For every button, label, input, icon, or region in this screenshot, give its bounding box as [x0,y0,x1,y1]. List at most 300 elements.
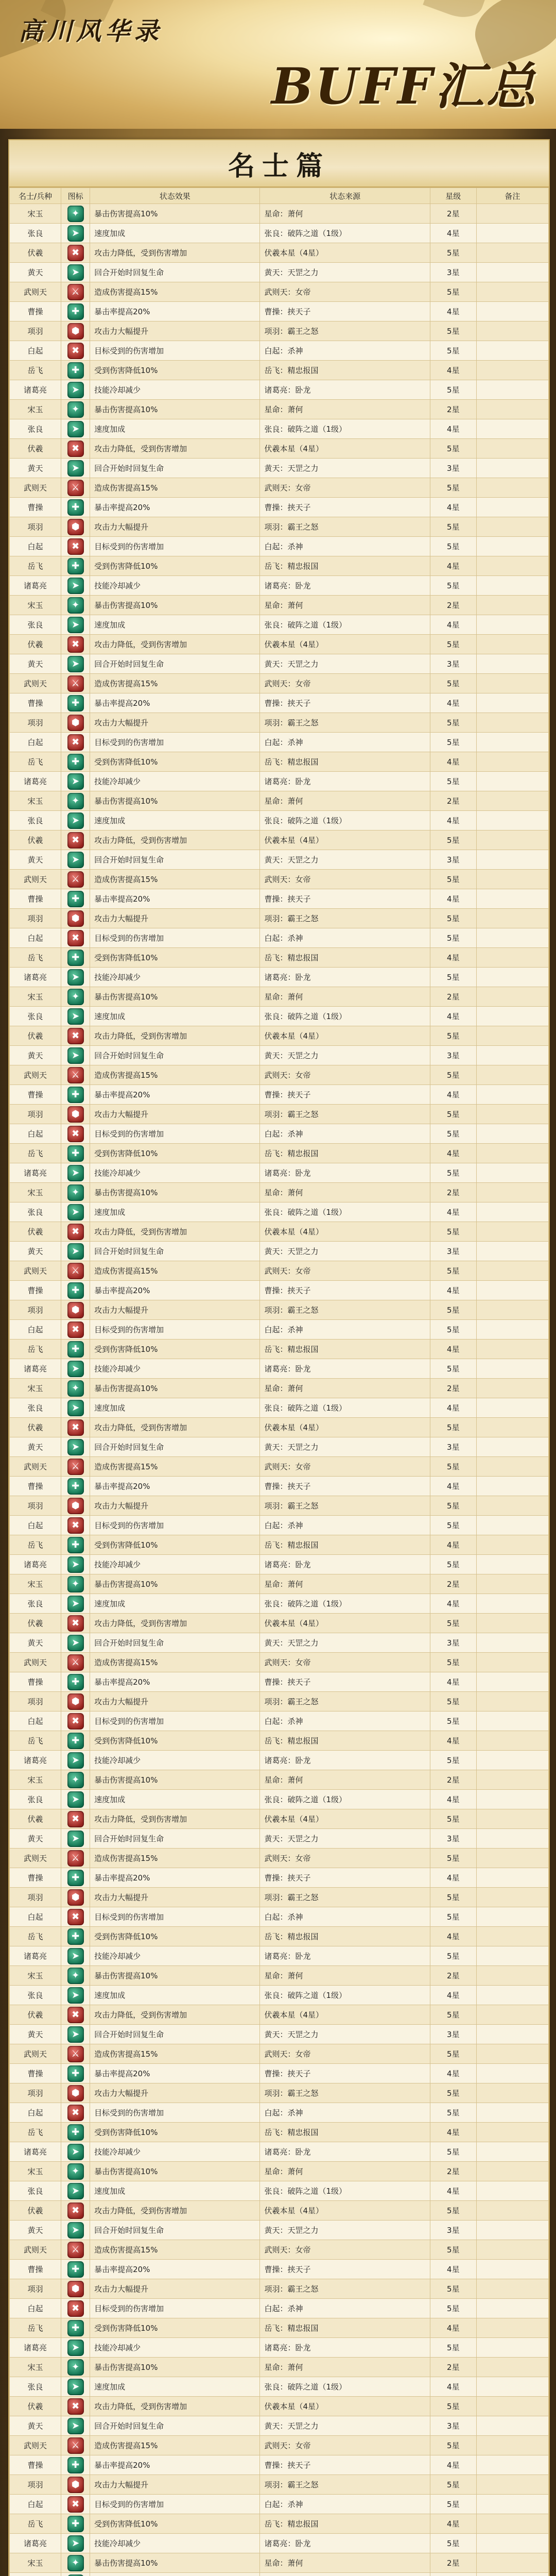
star-level: 5星 [430,909,476,928]
buff-source: 张良：破阵之道（1级） [260,2181,430,2201]
buff-effect: 技能冷却减少 [90,1555,260,1574]
buff-effect: 造成伤害提高15% [90,1261,260,1281]
star-level: 3星 [430,459,476,478]
table-row [10,1222,549,1242]
buff-source: 曹操：挟天子 [260,693,430,713]
buff-icon: ✚ [67,1087,84,1103]
buff-icon-cell [61,1222,90,1242]
buff-effect: 速度加成 [90,2377,260,2397]
hero-banner [0,0,556,129]
table-row [10,1692,549,1711]
buff-source: 武则天：女帝 [260,870,430,889]
buff-effect: 速度加成 [90,1790,260,1809]
note [476,400,548,419]
note [476,2123,548,2142]
unit-name: 武则天 [10,870,61,889]
note [476,380,548,400]
buff-icon: ➤ [67,2379,84,2395]
buff-effect: 暴击率提高20% [90,498,260,517]
buff-source: 黄天：天罡之力 [260,1633,430,1653]
table-row [10,1202,549,1222]
buff-icon: ✖ [67,245,84,261]
table-row [10,2416,549,2436]
buff-source: 诸葛亮：卧龙 [260,576,430,596]
star-level: 5星 [430,713,476,733]
star-level: 3星 [430,654,476,674]
buff-effect: 速度加成 [90,1986,260,2005]
buff-effect: 暴击伤害提高10% [90,400,260,419]
buff-icon-cell [61,1555,90,1574]
buff-icon: ⬢ [67,2085,84,2102]
buff-effect: 回合开始时回复生命 [90,1046,260,1065]
buff-effect: 受到伤害降低10% [90,1340,260,1359]
table-row [10,831,549,850]
note [476,1633,548,1653]
unit-name: 伏羲 [10,1614,61,1633]
buff-source: 武则天：女帝 [260,1457,430,1477]
buff-effect: 目标受到的伤害增加 [90,1516,260,1535]
buff-source: 黄天：天罡之力 [260,1829,430,1849]
note [476,693,548,713]
unit-name: 项羽 [10,1888,61,1907]
buff-effect: 暴击率提高20% [90,693,260,713]
note [476,674,548,693]
note [476,2377,548,2397]
table-header-row [10,188,549,204]
buff-effect: 攻击力降低，受到伤害增加 [90,635,260,654]
note [476,1986,548,2005]
buff-icon-cell [61,811,90,831]
buff-icon-cell [61,517,90,537]
unit-name: 伏羲 [10,1418,61,1437]
buff-icon: ✖ [67,1713,84,1730]
buff-icon-cell [61,1398,90,1418]
buff-effect: 暴击伤害提高10% [90,596,260,615]
buff-icon: ⬢ [67,1889,84,1906]
note [476,870,548,889]
buff-source: 武则天：女帝 [260,2436,430,2455]
star-level: 5星 [430,1300,476,1320]
buff-source: 项羽：霸王之怒 [260,2475,430,2495]
unit-name: 黄天 [10,2221,61,2240]
buff-icon: ➤ [67,1596,84,1612]
note [476,302,548,321]
star-level: 5星 [430,1105,476,1124]
note [476,1907,548,1927]
star-level: 5星 [430,1888,476,1907]
buff-effect: 技能冷却减少 [90,1946,260,1966]
table-row [10,2005,549,2025]
unit-name: 白起 [10,1516,61,1535]
buff-icon-cell [61,772,90,791]
buff-icon-cell [61,1692,90,1711]
star-level: 4星 [430,1731,476,1751]
note [476,752,548,772]
buff-icon: ✖ [67,2398,84,2415]
buff-icon: ⬢ [67,910,84,927]
star-level: 4星 [430,2064,476,2083]
note [476,2240,548,2260]
column-header: 图标 [61,188,90,204]
star-level: 5星 [430,2044,476,2064]
table-row [10,1614,549,1633]
star-level: 5星 [430,2279,476,2299]
buff-source: 曹操：挟天子 [260,2455,430,2475]
buff-icon-cell [61,341,90,361]
table-row [10,928,549,948]
unit-name: 曹操 [10,1477,61,1496]
buff-source: 武则天：女帝 [260,478,430,498]
unit-name: 项羽 [10,1300,61,1320]
unit-name: 黄天 [10,2416,61,2436]
unit-name: 宋玉 [10,1966,61,1986]
note [476,224,548,243]
buff-source: 岳飞：精忠报国 [260,752,430,772]
buff-icon-cell [61,2142,90,2162]
star-level: 3星 [430,1829,476,1849]
buff-effect: 暴击率提高20% [90,2260,260,2279]
buff-source: 黄天：天罡之力 [260,654,430,674]
buff-source: 曹操：挟天子 [260,2064,430,2083]
buff-icon: ➤ [67,2535,84,2552]
table-row [10,2573,549,2576]
note [476,733,548,752]
unit-name: 白起 [10,733,61,752]
unit-name: 黄天 [10,1829,61,1849]
buff-effect: 速度加成 [90,1007,260,1026]
table-row [10,341,549,361]
buff-icon: ✚ [67,1870,84,1886]
star-level: 4星 [430,1594,476,1614]
buff-source: 白起：杀神 [260,1711,430,1731]
note [476,1437,548,1457]
unit-name: 武则天 [10,1261,61,1281]
buff-effect: 目标受到的伤害增加 [90,537,260,556]
note [476,282,548,302]
star-level: 5星 [430,1849,476,1868]
buff-icon: ➤ [67,1635,84,1651]
note [476,2573,548,2576]
note [476,1398,548,1418]
buff-source: 项羽：霸王之怒 [260,517,430,537]
unit-name: 宋玉 [10,204,61,224]
buff-icon: ⬢ [67,1693,84,1710]
unit-name: 张良 [10,1594,61,1614]
note [476,1535,548,1555]
table-row [10,2142,549,2162]
buff-icon: ➤ [67,1831,84,1847]
star-level: 5星 [430,2397,476,2416]
buff-effect: 速度加成 [90,224,260,243]
star-level: 4星 [430,1202,476,1222]
star-level: 2星 [430,1770,476,1790]
buff-icon: ➤ [67,460,84,477]
buff-effect: 目标受到的伤害增加 [90,2299,260,2318]
page-title: BUFF汇总 [271,57,537,115]
buff-effect: 目标受到的伤害增加 [90,2103,260,2123]
buff-effect: 造成伤害提高15% [90,674,260,693]
note [476,537,548,556]
note [476,459,548,478]
buff-icon-cell [61,1437,90,1457]
unit-name: 张良 [10,1790,61,1809]
buff-icon-cell [61,1849,90,1868]
unit-name: 宋玉 [10,596,61,615]
buff-icon: ✦ [67,2359,84,2376]
buff-effect: 暴击伤害提高10% [90,2553,260,2573]
unit-name: 诸葛亮 [10,2534,61,2553]
table-row [10,850,549,870]
table-row [10,1124,549,1144]
star-level: 5星 [430,2534,476,2553]
note [476,2514,548,2534]
buff-source: 张良：破阵之道（1级） [260,1594,430,1614]
star-level: 4星 [430,1007,476,1026]
table-row [10,693,549,713]
buff-icon-cell [61,1124,90,1144]
unit-name [10,2573,61,2576]
note [476,2436,548,2455]
note [476,2553,548,2573]
star-level: 5星 [430,1692,476,1711]
buff-source: 曹操：挟天子 [260,498,430,517]
buff-effect: 暴击率提高20% [90,1477,260,1496]
star-level: 4星 [430,2181,476,2201]
buff-icon-cell [61,2534,90,2553]
buff-icon: ✚ [67,1537,84,1553]
buff-icon-cell [61,2201,90,2221]
table-row [10,1633,549,1653]
note [476,831,548,850]
unit-name: 张良 [10,811,61,831]
table-row [10,1105,549,1124]
star-level: 2星 [430,1574,476,1594]
buff-icon: ✖ [67,440,84,457]
buff-effect: 暴击率提高20% [90,1672,260,1692]
buff-icon: ⚔ [67,1654,84,1671]
unit-name: 曹操 [10,2455,61,2475]
buff-icon: ⚔ [67,675,84,692]
buff-effect: 暴击伤害提高10% [90,1966,260,1986]
table-row [10,1496,549,1516]
buff-effect: 回合开始时回复生命 [90,1437,260,1457]
buff-icon-cell [61,2495,90,2514]
note [476,1183,548,1202]
star-level: 5星 [430,2083,476,2103]
buff-source: 白起：杀神 [260,1516,430,1535]
buff-icon-cell [61,1340,90,1359]
buff-effect: 受到伤害降低10% [90,752,260,772]
table-row [10,537,549,556]
star-level: 5星 [430,2299,476,2318]
buff-source: 岳飞：精忠报国 [260,948,430,968]
buff-icon-cell [61,1809,90,1829]
star-level: 5星 [430,1261,476,1281]
star-level: 5星 [430,2142,476,2162]
star-level: 4星 [430,419,476,439]
buff-icon: ➤ [67,852,84,868]
buff-effect: 造成伤害提高15% [90,1653,260,1672]
buff-icon: ✖ [67,1028,84,1044]
table-row [10,2123,549,2142]
note [476,419,548,439]
star-level: 5星 [430,1418,476,1437]
buff-effect: 暴击率提高20% [90,302,260,321]
table-row [10,400,549,419]
unit-name: 张良 [10,615,61,635]
table-row [10,1457,549,1477]
buff-icon-cell [61,2573,90,2576]
buff-icon: ⚔ [67,284,84,300]
buff-icon-cell [61,1614,90,1633]
buff-icon: ✚ [67,1282,84,1299]
star-level: 4星 [430,1340,476,1359]
buff-icon-cell [61,2299,90,2318]
star-level: 4星 [430,2260,476,2279]
buff-icon-cell [61,204,90,224]
unit-name: 黄天 [10,459,61,478]
table-row [10,556,549,576]
note [476,361,548,380]
buff-source: 武则天：女帝 [260,1261,430,1281]
buff-source: 曹操：挟天子 [260,302,430,321]
note [476,1946,548,1966]
buff-icon-cell [61,2083,90,2103]
note [476,1202,548,1222]
buff-icon-cell [61,1966,90,1986]
buff-source: 白起：杀神 [260,2299,430,2318]
star-level: 4星 [430,615,476,635]
buff-effect: 暴击率提高20% [90,2455,260,2475]
buff-icon-cell [61,1379,90,1398]
note [476,791,548,811]
buff-effect [90,2573,260,2576]
buff-source: 白起：杀神 [260,537,430,556]
unit-name: 黄天 [10,850,61,870]
star-level: 5星 [430,380,476,400]
buff-icon: ➤ [67,2183,84,2199]
buff-source: 黄天：天罡之力 [260,2025,430,2044]
buff-source: 张良：破阵之道（1级） [260,1202,430,1222]
unit-name: 张良 [10,1007,61,1026]
star-level: 4星 [430,2377,476,2397]
note [476,2005,548,2025]
buff-source: 黄天：天罡之力 [260,2221,430,2240]
buff-source: 诸葛亮：卧龙 [260,968,430,987]
buff-source: 张良：破阵之道（1级） [260,1007,430,1026]
unit-name: 白起 [10,1711,61,1731]
buff-icon: ➤ [67,617,84,633]
buff-source: 伏羲本星（4星） [260,439,430,459]
note [476,2495,548,2514]
note [476,1457,548,1477]
buff-effect: 受到伤害降低10% [90,2318,260,2338]
unit-name: 伏羲 [10,1026,61,1046]
buff-effect: 回合开始时回复生命 [90,459,260,478]
buff-source: 张良：破阵之道（1级） [260,615,430,635]
buff-effect: 回合开始时回复生命 [90,2025,260,2044]
buff-icon-cell [61,302,90,321]
note [476,556,548,576]
note [476,596,548,615]
table-row [10,419,549,439]
buff-effect: 暴击率提高20% [90,1085,260,1105]
buff-source: 诸葛亮：卧龙 [260,2534,430,2553]
star-level: 5星 [430,1124,476,1144]
buff-icon: ✚ [67,1674,84,1690]
note [476,1281,548,1300]
star-level: 5星 [430,537,476,556]
buff-source: 张良：破阵之道（1级） [260,811,430,831]
table-row [10,1144,549,1163]
unit-name: 岳飞 [10,1144,61,1163]
buff-icon: ✚ [67,2261,84,2278]
buff-source: 伏羲本星（4星） [260,831,430,850]
unit-name: 张良 [10,2377,61,2397]
buff-effect: 造成伤害提高15% [90,1457,260,1477]
buff-source: 星命：萧何 [260,1966,430,1986]
buff-icon: ➤ [67,1008,84,1025]
unit-name: 项羽 [10,1496,61,1516]
unit-name: 伏羲 [10,243,61,263]
buff-icon-cell [61,2025,90,2044]
buff-source: 诸葛亮：卧龙 [260,1946,430,1966]
unit-name: 诸葛亮 [10,1359,61,1379]
star-level: 5星 [430,772,476,791]
buff-effect: 暴击伤害提高10% [90,1770,260,1790]
unit-name: 张良 [10,224,61,243]
buff-icon-cell [61,1065,90,1085]
star-level: 5星 [430,1457,476,1477]
buff-icon: ➤ [67,421,84,437]
table-row [10,459,549,478]
unit-name: 诸葛亮 [10,1946,61,1966]
star-level: 5星 [430,2338,476,2358]
buff-icon: ✦ [67,1380,84,1397]
star-level: 5星 [430,2201,476,2221]
unit-name: 曹操 [10,889,61,909]
star-level: 5星 [430,517,476,537]
buff-icon-cell [61,831,90,850]
buff-effect: 攻击力降低，受到伤害增加 [90,2005,260,2025]
buff-icon-cell [61,2279,90,2299]
table-row [10,1046,549,1065]
buff-effect: 速度加成 [90,615,260,635]
buff-source: 曹操：挟天子 [260,2260,430,2279]
buff-icon-cell [61,2416,90,2436]
note [476,1026,548,1046]
buff-icon: ✦ [67,401,84,418]
note [476,576,548,596]
buff-icon: ✚ [67,2457,84,2473]
buff-source: 伏羲本星（4星） [260,1809,430,1829]
buff-icon-cell [61,1457,90,1477]
buff-source: 岳飞：精忠报国 [260,1731,430,1751]
buff-source: 诸葛亮：卧龙 [260,1163,430,1183]
table-row [10,2455,549,2475]
table-row [10,2338,549,2358]
unit-name: 曹操 [10,1868,61,1888]
table-row [10,1966,549,1986]
note [476,1340,548,1359]
buff-icon-cell [61,1986,90,2005]
table-row [10,517,549,537]
table-row [10,1711,549,1731]
buff-source: 白起：杀神 [260,1124,430,1144]
star-level: 5星 [430,1614,476,1633]
table-row [10,2495,549,2514]
unit-name: 曹操 [10,302,61,321]
